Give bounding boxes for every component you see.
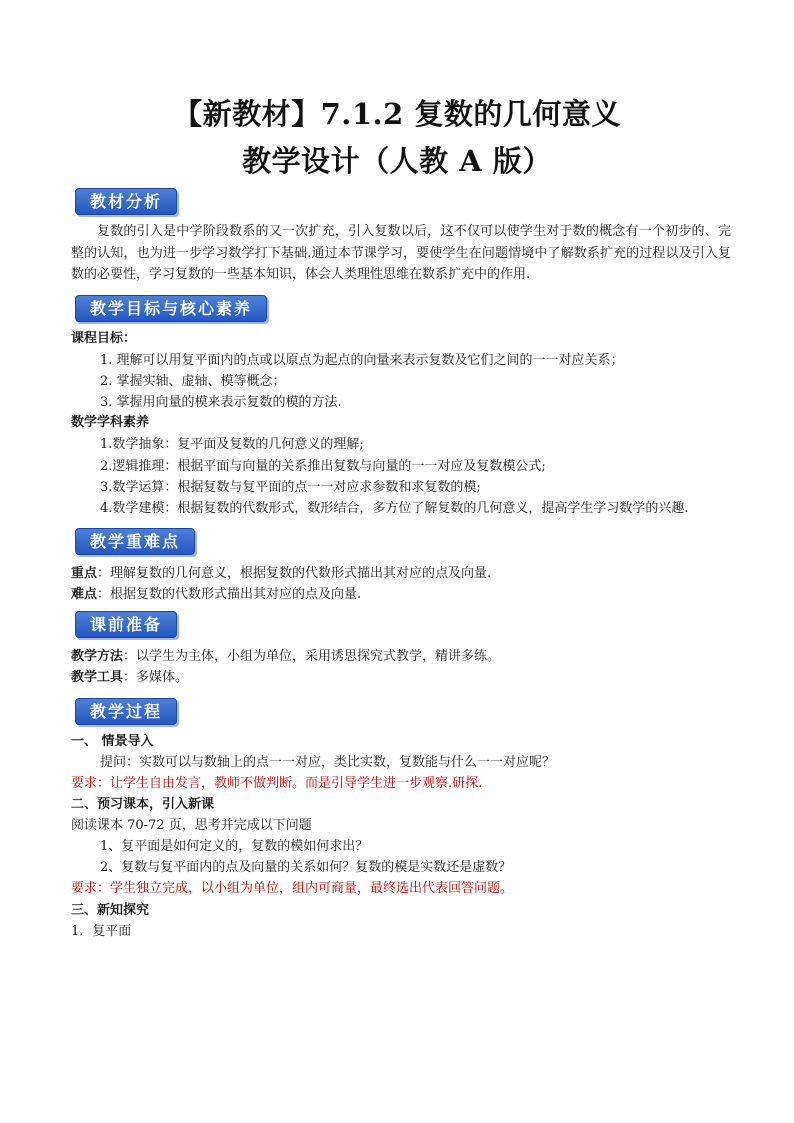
analysis-paragraph: 复数的引入是中学阶段数系的又一次扩充，引入复数以后，这不仅可以使学生对于数的概念有一个初步的、完整的认知，也为进一步学习数学打下基础.通过本节课学习，要使学生在问题情境中了解数系扩充的过程以及引入复数的必要性，学习复数的一些基本知识，体会人类理性思维在数系扩充中的作用. — [71, 224, 731, 282]
literacy-item: 3.数学运算：根据复数与复平面的点一一对应求参数和求复数的模; — [100, 480, 481, 495]
difficult-point-text: ：根据复数的代数形式描出其对应的点及向量. — [97, 587, 362, 602]
section-badge-prep: 课前准备 — [75, 611, 177, 638]
key-point-line — [71, 563, 491, 584]
section-badge-keypoints: 教学重难点 — [75, 528, 195, 555]
process-question: 1、复平面是如何定义的，复数的模如何求出？ — [100, 839, 369, 854]
section-badge-process: 教学过程 — [75, 698, 177, 725]
process-section-2-heading: 二、预习课本，引入新课 — [71, 797, 215, 812]
difficult-point-line — [71, 584, 361, 605]
process-section-1-heading: 一、 情景导入 — [71, 734, 154, 749]
difficult-point-label: 难点 — [71, 587, 98, 602]
teaching-tools-text: ：多媒体。 — [123, 670, 189, 685]
teaching-tools-label: 教学工具 — [71, 670, 124, 685]
course-goal-item: 2. 掌握实轴、虚轴、模等概念； — [100, 374, 286, 389]
section-badge-goals: 教学目标与核心素养 — [75, 295, 267, 322]
course-goal-item: 1. 理解可以用复平面内的点或以原点为起点的向量来表示复数及它们之间的一一对应关系； — [100, 353, 624, 368]
process-question: 2、复数与复平面内的点及向量的关系如何？复数的模是实数还是虚数？ — [100, 860, 512, 875]
title-line-2: 教学设计（人教 A 版） — [242, 144, 552, 178]
course-goals-heading: 课程目标： — [71, 331, 137, 346]
process-question: 提问：实数可以与数轴上的点一一对应，类比实数，复数能与什么一一对应呢？ — [100, 755, 556, 770]
key-point-text: ：理解复数的几何意义，根据复数的代数形式描出其对应的点及向量. — [97, 566, 492, 581]
literacy-item: 1.数学抽象：复平面及复数的几何意义的理解; — [100, 437, 364, 452]
course-goal-item: 3. 掌握用向量的模来表示复数的模的方法. — [100, 395, 342, 410]
process-section-3-heading: 三、新知探究 — [71, 903, 150, 918]
process-requirement: 要求：学生独立完成，以小组为单位，组内可商量，最终选出代表回答问题。 — [71, 881, 514, 896]
literacy-item: 2.逻辑推理：根据平面与向量的关系推出复数与向量的一一对应及复数模公式; — [100, 459, 546, 474]
process-reading-intro: 阅读课本 70-72 页，思考并完成以下问题 — [71, 818, 312, 833]
title-line-1: 【新教材】7.1.2 复数的几何意义 — [173, 97, 621, 131]
process-requirement: 要求：让学生自由发言，教师不做判断。而是引导学生进一步观察.研探. — [71, 776, 483, 791]
section-badge-analysis: 教材分析 — [75, 188, 177, 215]
teaching-method-line — [71, 646, 500, 667]
teaching-tools-line — [71, 667, 188, 688]
key-point-label: 重点 — [71, 566, 98, 581]
literacy-heading: 数学学科素养 — [71, 415, 150, 430]
teaching-method-label: 教学方法 — [71, 649, 124, 664]
literacy-item: 4.数学建模：根据复数的代数形式，数形结合，多方位了解复数的几何意义，提高学生学习数学的兴趣. — [100, 501, 689, 516]
teaching-method-text: ：以学生为主体，小组为单位，采用诱思探究式教学，精讲多练。 — [123, 649, 501, 664]
process-subsection-item: 1．复平面 — [71, 924, 132, 939]
